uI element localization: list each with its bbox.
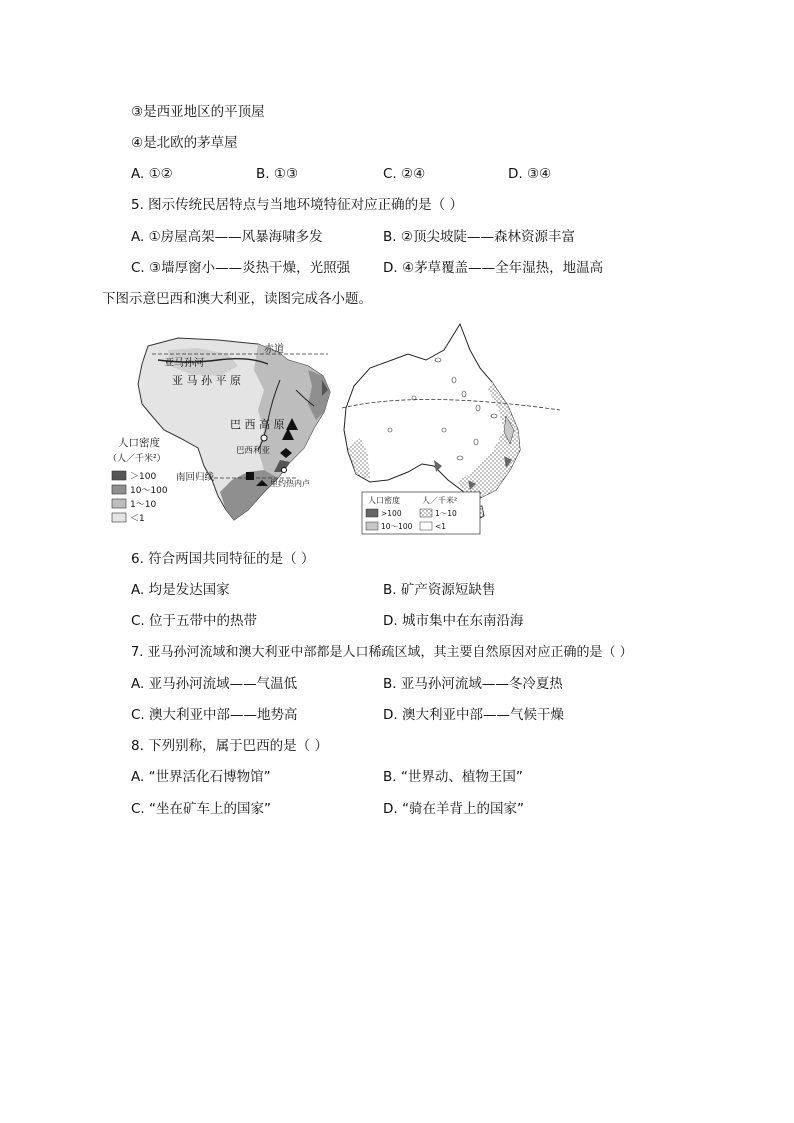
australia-legend-item-1: >100 (381, 509, 402, 518)
brazil-map (108, 338, 330, 524)
label-brazil-plateau: 巴 西 高 原 (230, 418, 285, 431)
statement-3: ③是西亚地区的平顶屋 (131, 104, 265, 120)
label-amazon-plain: 亚 马 孙 平 原 (172, 374, 241, 387)
australia-legend (362, 492, 480, 534)
brazil-legend-item-3: 1～10 (130, 500, 157, 510)
q4-option-c: C. ②④ (383, 166, 426, 182)
q8-option-d: D. “骑在羊背上的国家” (383, 801, 524, 817)
q4-option-d: D. ③④ (508, 166, 552, 182)
brazil-legend (108, 436, 168, 524)
q8-stem: 8. 下列别称，属于巴西的是（ ） (131, 738, 328, 754)
australia-map (342, 324, 560, 534)
mineral-square (246, 472, 254, 480)
australia-legend-item-3: 10～100 (381, 522, 413, 531)
label-rio: 里约热内卢 (270, 479, 310, 488)
q5-stem: 5. 图示传统民居特点与当地环境特征对应正确的是（ ） (131, 197, 463, 213)
brazil-legend-item-4: ＜1 (130, 514, 145, 524)
q8-option-b: B. “世界动、植物王国” (383, 769, 523, 785)
australia-legend-unit: 人／千米² (422, 496, 458, 505)
brazil-legend-title: 人口密度 (118, 437, 160, 449)
q6-option-b: B. 矿产资源短缺售 (383, 582, 496, 598)
q4-option-b: B. ①③ (256, 166, 299, 182)
q7-option-d: D. 澳大利亚中部——气候干燥 (383, 707, 564, 723)
q6-option-c: C. 位于五带中的热带 (131, 613, 258, 629)
q6-stem: 6. 符合两国共同特征的是（ ） (131, 551, 315, 567)
brazil-legend-item-2: 10～100 (130, 486, 168, 496)
label-tropic: 南回归线 (176, 472, 215, 483)
q7-option-a: A. 亚马孙河流域——气温低 (131, 676, 298, 692)
brazil-legend-unit: （人／千米²） (108, 454, 166, 464)
australia-legend-item-2: 1～10 (435, 509, 457, 518)
australia-legend-title: 人口密度 (368, 496, 400, 505)
q8-option-c: C. “坐在矿车上的国家” (131, 801, 271, 817)
rio-marker (282, 468, 287, 473)
q4-option-a: A. ①② (131, 166, 173, 182)
q5-option-a: A. ①房屋高架——风暴海啸多发 (131, 229, 323, 245)
q7-option-c: C. 澳大利亚中部——地势高 (131, 707, 298, 723)
q6-option-a: A. 均是发达国家 (131, 582, 230, 598)
brazil-legend-item-1: ＞100 (130, 472, 157, 482)
q8-option-a: A. “世界活化石博物馆” (131, 769, 271, 785)
brazil-australia-map (108, 320, 560, 536)
map-intro: 下图示意巴西和澳大利亚，读图完成各小题。 (102, 291, 372, 307)
label-brasilia: 巴西利亚 (236, 446, 271, 456)
q6-option-d: D. 城市集中在东南沿海 (383, 613, 524, 629)
q5-option-b: B. ②顶尖坡陡——森林资源丰富 (383, 229, 575, 245)
q7-stem: 7. 亚马孙河流域和澳大利亚中部都是人口稀疏区域，其主要自然原因对应正确的是（ ） (131, 645, 633, 660)
q5-option-d: D. ④茅草覆盖——全年湿热，地温高 (383, 260, 604, 276)
australia-legend-item-4: <1 (435, 522, 447, 531)
label-amazon-river: 亚马孙河 (164, 358, 204, 369)
q5-option-c: C. ③墙厚窗小——炎热干燥，光照强 (131, 260, 351, 276)
label-equator: 赤道 (264, 344, 284, 355)
statement-4: ④是北欧的茅草屋 (131, 135, 238, 151)
q7-option-b: B. 亚马孙河流域——冬冷夏热 (383, 676, 563, 692)
brasilia-marker (261, 435, 267, 441)
